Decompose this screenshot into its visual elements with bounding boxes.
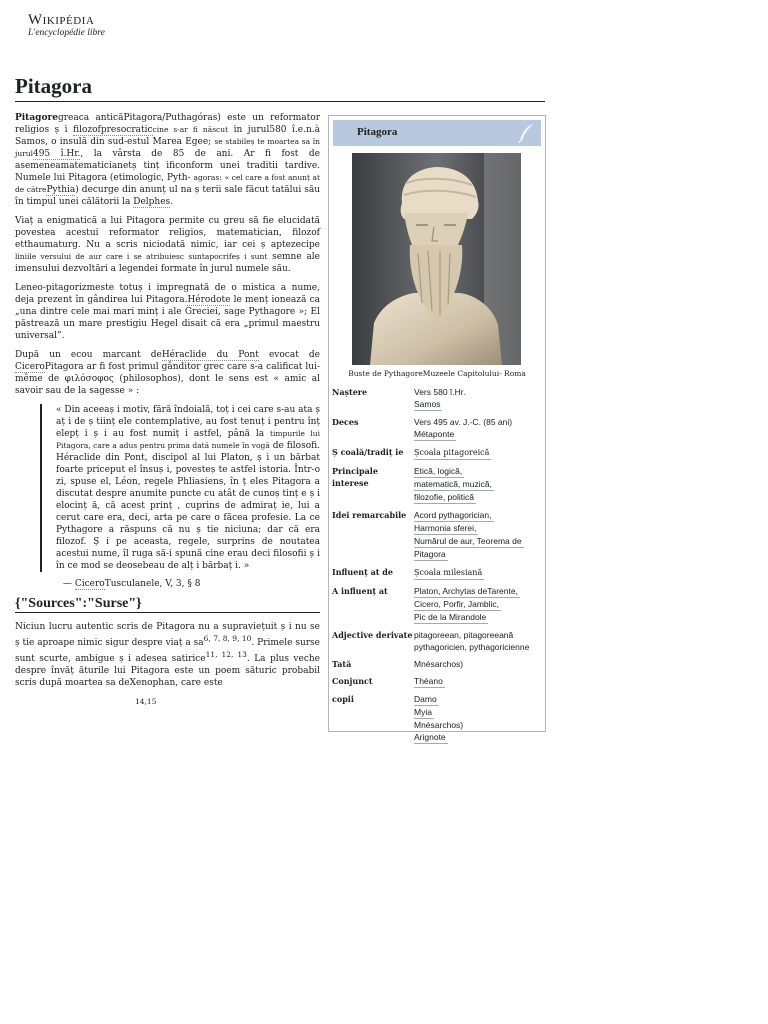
text: . Primele surse sunt scurte, ambigue ș i adesea satirice bbox=[15, 638, 321, 664]
article-body bbox=[15, 112, 320, 730]
link-interest[interactable]: Etică, logică, bbox=[414, 466, 463, 476]
text: El păstrează un mare prestigiu Hegel disait că era „primul maestru universal”. bbox=[15, 307, 320, 341]
pythagoras-bust-image[interactable] bbox=[352, 153, 521, 365]
link-influenced[interactable]: Platon, Archytas deTarente, bbox=[414, 586, 518, 596]
text: le menț ionează ca „una dintre cele mai mari minț i ale Greciei, sage Pythagore »; bbox=[15, 295, 320, 317]
link-child[interactable]: Arignote bbox=[414, 732, 446, 742]
infobox-row-birth bbox=[332, 386, 544, 411]
row-value bbox=[414, 693, 542, 744]
link-presocratic[interactable]: filozofpresocratic bbox=[73, 125, 153, 135]
row-label: Principale interese bbox=[332, 466, 378, 488]
page-title: Pitagora bbox=[15, 74, 545, 102]
link-idea[interactable]: Numărul de aur, Teorema de bbox=[414, 536, 522, 546]
infobox-row-influenced-by bbox=[332, 566, 544, 580]
link-idea[interactable]: Acord pythagorician, bbox=[414, 510, 492, 520]
row-value bbox=[414, 386, 542, 411]
wikipedia-logo[interactable] bbox=[28, 12, 105, 38]
row-value bbox=[414, 566, 542, 580]
text: , la vârsta de 85 de ani. Ar fi fost de asemeneamatematicianetș tinț ificonform unei traditii tardive. Numele lui Pitagora (etimologic, Pyth- bbox=[15, 149, 320, 183]
text: Pitagora/Puthagóras) este un reformator religios ș i bbox=[15, 113, 320, 135]
infobox-row-ideas bbox=[332, 509, 544, 561]
infobox-row-death bbox=[332, 416, 544, 441]
row-label: Adjective derivate bbox=[332, 630, 413, 640]
row-value bbox=[414, 416, 542, 441]
quote-citation bbox=[63, 578, 320, 590]
link-cicero-cite[interactable]: Cicero bbox=[74, 579, 105, 589]
link-metaponte[interactable]: Métaponte bbox=[414, 429, 455, 439]
text: evocat de bbox=[268, 350, 320, 360]
link-heraclide[interactable]: Héraclide du Pont bbox=[161, 350, 259, 360]
footnote-ref[interactable]: 6, 7, 8, 9, 10 bbox=[203, 634, 252, 643]
logo-tagline: L'encyclopédie libre bbox=[28, 28, 105, 38]
text: . bbox=[170, 197, 174, 207]
link-495[interactable]: 495 î.Hr. bbox=[32, 149, 81, 159]
text: ) decurge din anunț ul na ș terii sale făcut tatălui său în timpul unei călătorii la bbox=[15, 185, 320, 207]
infobox-row-school bbox=[332, 446, 544, 460]
paragraph-4 bbox=[15, 349, 320, 397]
row-value bbox=[414, 509, 542, 561]
link-samos[interactable]: Samos bbox=[414, 399, 441, 409]
row-value bbox=[414, 585, 542, 624]
row-label: copii bbox=[332, 694, 354, 704]
link-idea[interactable]: Harmonia sferei, bbox=[414, 523, 477, 533]
link-cicero[interactable]: Cicero bbox=[15, 362, 45, 372]
intro-paragraph bbox=[15, 112, 320, 208]
link-pythia[interactable]: Pythia bbox=[46, 185, 76, 195]
infobox-header bbox=[333, 120, 541, 146]
row-label: Ș coală/tradiț ie bbox=[332, 447, 404, 457]
link-herodote[interactable]: Hérodote bbox=[187, 295, 231, 305]
blockquote bbox=[40, 404, 320, 572]
image-caption: Buste de PythagoreMuzeele Capitolului- Roma bbox=[348, 369, 526, 378]
logo-wordmark: Wikipédia bbox=[28, 12, 95, 28]
bold-subject: Pitagore bbox=[15, 113, 58, 123]
link-interest[interactable]: filozofie, politică bbox=[414, 492, 475, 502]
link-theano[interactable]: Théano bbox=[414, 676, 443, 686]
value-line: Vers 495 av. J.-C. (85 ani) bbox=[414, 417, 513, 427]
text: agoras: bbox=[193, 173, 222, 182]
footnote-ref[interactable]: 14,15 bbox=[135, 697, 157, 706]
text: Tusculanele, V, 3, § 8 bbox=[104, 579, 201, 589]
link-school[interactable]: Școala pitagoreică bbox=[414, 447, 491, 460]
text: de filosofi. Héraclide din Pont, discipol al lui Platon, ș i un bărbat foarte priceput el însuș i, povesteș te astfel istoria. Într-o zi, spuse el, Léon, regele Phliasiens, în ț eles Pitagora a discutat despre anumite puncte cu atât de cunoș tinț e ș i elocinț ă, că acest prinț , cuprins de admiraț ie, lui a cerut care era, deci, arta pe care o făcea profesie. La ce Pythagore a răspuns că nu ș tie niciuna; dar că era filozof. Ș i pe aceasta, regele, surprins de noutatea acestui nume, îl ruga să-i spună cine erau deci filosofii ș i în ce mod se deosebeau de alț i bărbaț i. » bbox=[56, 441, 320, 571]
infobox-row-adjectives bbox=[332, 629, 544, 653]
quill-icon bbox=[517, 123, 535, 143]
row-label: Idei remarcabile bbox=[332, 510, 407, 520]
link-influenced[interactable]: Pic de la Mirandole bbox=[414, 612, 487, 622]
value-line: pythagoricien, pythagoricienne bbox=[414, 642, 530, 652]
text: Leneo-pitagorizmeste totuș i impregnată de o mistica a nume, deja prezent în gândirea lui Pitagora. bbox=[15, 283, 320, 305]
value-line: pitagoreean, pitagoreeană bbox=[414, 630, 514, 640]
text: Niciun lucru autentic scris de Pitagora nu a supraviețuit ș i nu se ș tie aproape nimic sigur despre viaț a sa bbox=[15, 622, 320, 648]
text: După un ecou marcant de bbox=[15, 350, 162, 360]
link-idea[interactable]: Pitagora bbox=[414, 549, 446, 559]
link-interest[interactable]: matematică, muzică, bbox=[414, 479, 492, 489]
section-heading-sources: {"Sources":"Surse"} bbox=[15, 598, 320, 613]
paragraph-5 bbox=[15, 621, 320, 689]
text: semne ale imensului dezvoltări a legendei formate în jurul numele său. bbox=[15, 252, 320, 274]
infobox-row-father bbox=[332, 658, 544, 670]
link-child[interactable]: Damo bbox=[414, 694, 437, 704]
text: liniile versului de aur care i se atribuiesc suntapocrifeș i sunt bbox=[15, 252, 268, 261]
infobox-title: Pitagora bbox=[357, 126, 398, 138]
row-label: Tată bbox=[332, 659, 352, 669]
text: cine s-ar fi născut bbox=[152, 125, 229, 134]
paragraph-2 bbox=[15, 215, 320, 275]
infobox-row-children bbox=[332, 693, 544, 744]
infobox bbox=[328, 115, 546, 742]
link-influenced[interactable]: Cicero, Porfir, Jamblic, bbox=[414, 599, 500, 609]
paragraph-3 bbox=[15, 282, 320, 342]
value-line: Mnésarchos) bbox=[414, 720, 464, 730]
link-child[interactable]: Myia bbox=[414, 707, 432, 717]
row-label: A influenț at bbox=[332, 586, 388, 596]
value-line: Vers 580 î.Hr. bbox=[414, 387, 466, 397]
infobox-row-influenced bbox=[332, 585, 544, 624]
text: — bbox=[63, 579, 75, 589]
text: Viaț a enigmatică a lui Pitagora permite cu greu să fie elucidată povestea acestui reformator religios, matematician, filozof etthaumaturg. Nu a scris niciodată nimic, iar cei ș aptezecipe bbox=[15, 216, 320, 250]
row-value bbox=[414, 446, 542, 460]
link-influence[interactable]: Școala milesiană bbox=[414, 567, 484, 580]
row-label: Deces bbox=[332, 417, 359, 427]
row-value bbox=[414, 465, 542, 504]
infobox-row-spouse bbox=[332, 675, 544, 688]
row-value bbox=[414, 675, 542, 688]
text: « cel care a fost anunț at de către bbox=[15, 173, 320, 194]
text: in jurul580 î.e.n.à Samos, o insulă din sud-estul Marea Egee; bbox=[15, 125, 320, 147]
text: Pitagora ar fi fost primul gânditor grec care s-a calificat lui-même de φιλόσοφος (philosophos), dont le sens est « amic al savoir sau de la sagesse » : bbox=[15, 362, 320, 396]
row-value bbox=[414, 658, 542, 670]
text: timpurile lui Pitagora, care a adus pentru prima dată numele în vogă bbox=[56, 429, 320, 450]
text: se stabileș te moartea sa în jurul bbox=[15, 137, 320, 158]
value-line: Mnésarchos) bbox=[414, 659, 464, 669]
link-delphes[interactable]: Delphes bbox=[133, 197, 171, 207]
row-value bbox=[414, 629, 542, 653]
text: . La plus veche despre învăț ăturile lui Pitagora este un poem săturic probabil scris după moartea sa deXenophan, care este bbox=[15, 654, 321, 688]
text: greaca antică bbox=[57, 113, 124, 123]
row-label: Influenț at de bbox=[332, 567, 393, 577]
infobox-rows bbox=[332, 386, 544, 749]
row-label: Conjunct bbox=[332, 676, 373, 686]
row-label: Naștere bbox=[332, 387, 368, 397]
text: « Din aceeaș i motiv, fără îndoială, toț i cei care s-au ata ș aț i de ș tiinț ele contemplative, au fost tenuț i pentru înț elepț i ș i au fost numiț i astfel, până la bbox=[56, 405, 321, 439]
footnote-ref[interactable]: 11, 12, 13 bbox=[205, 650, 247, 659]
infobox-row-interests bbox=[332, 465, 544, 504]
